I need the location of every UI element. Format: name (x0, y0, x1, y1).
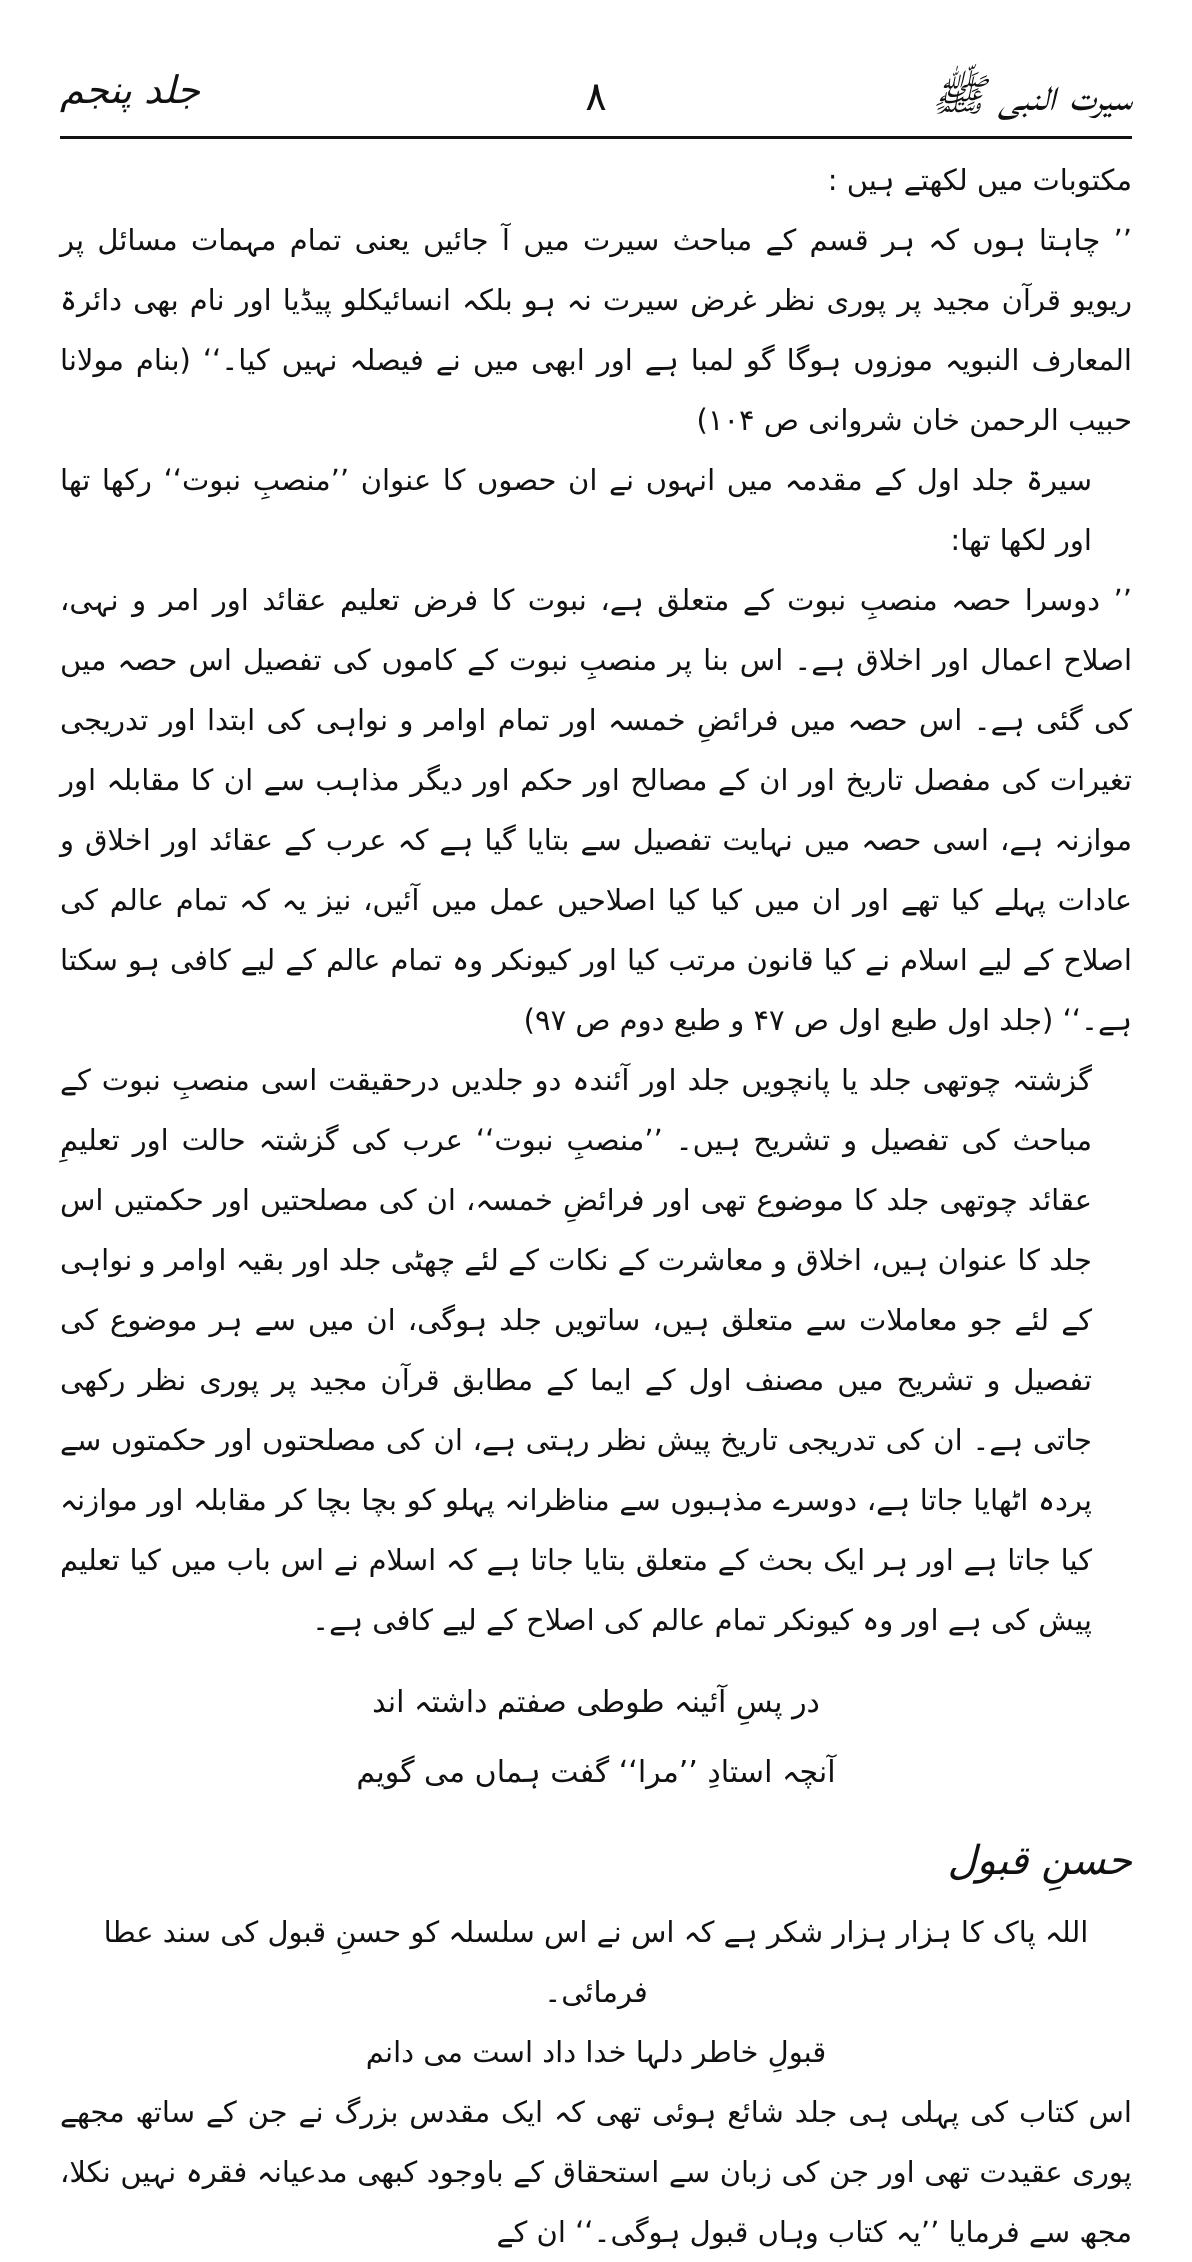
volume-label: جلد پنجم (60, 68, 200, 112)
paragraph-bazurg: اس کتاب کی پہلی ہی جلد شائع ہوئی تھی کہ ایک مقدس بزرگ نے جن کے ساتھ مجھے پوری عقیدت تھی اور جن کی زبان سے استحقاق کے باوجود کبھی مدعیانہ فقرہ نہیں نکلا، مجھ سے فرمایا ’’یہ کتاب وہاں قبول ہوگی۔‘‘ ان کے (60, 2095, 1132, 2249)
verse-line-2: آنچہ استادِ ’’مرا‘‘ گفت ہماں می گویم (356, 1755, 836, 1790)
intro-line: مکتوبات میں لکھتے ہیں : (827, 163, 1132, 197)
header-rule (60, 136, 1132, 139)
quote-muqaddama: ’’ دوسرا حصہ منصبِ نبوت کے متعلق ہے، نبوت کا فرض تعلیم عقائد اور امر و نہی، اصلاح اعمال اور اخلاق ہے۔ اس بنا پر منصبِ نبوت کے کاموں کی تفصیل اس حصہ میں کی گئی ہے۔ اس حصہ میں فرائضِ خمسہ اور تمام اوامر و نواہی کی ابتدا اور تدریجی تغیرات کی مفصل تاریخ اور ان کے مصالح اور حکم اور دیگر مذاہب سے ان کا مقابلہ اور موازنہ ہے، اسی حصہ میں نہایت تفصیل سے بتایا گیا ہے کہ عرب کے عقائد اور اخلاق و عادات پہلے کیا تھے اور ان میں کیا کیا اصلاحیں عمل میں آئیں، نیز یہ کہ تمام عالم کی اصلاح کے لیے اسلام نے کیا قانون مرتب کیا اور کیونکر وہ تمام عالم کے لیے کافی ہو سکتا ہے۔‘‘ (جلد اول طبع اول ص ۴۷ و طبع دوم ص ۹۷) (60, 583, 1132, 1037)
persian-verse (60, 1668, 1132, 1808)
quote-maktubat: ’’ چاہتا ہوں کہ ہر قسم کے مباحث سیرت میں آ جائیں یعنی تمام مہمات مسائل پر ریویو قرآن مجید پر پوری نظر غرض سیرت نہ ہو بلکہ انسائیکلو پیڈیا اور نام بھی دائرۃ المعارف النبویہ موزوں ہوگا گو لمبا ہے اور ابھی میں نے فیصلہ نہیں کیا۔‘‘ (بنام مولانا حبیب الرحمن خان شروانی ص ۱۰۴) (60, 223, 1132, 437)
paragraph-volumes: گزشتہ چوتھی جلد یا پانچویں جلد اور آئندہ دو جلدیں درحقیقت اسی منصبِ نبوت کے مباحث کی تفصیل و تشریح ہیں۔ ’’منصبِ نبوت‘‘ عرب کی گزشتہ حالت اور تعلیمِ عقائد چوتھی جلد کا موضوع تھی اور فرائضِ خمسہ، ان کی مصلحتیں اور حکمتیں اس جلد کا عنوان ہیں، اخلاق و معاشرت کے نکات کے لئے چھٹی جلد اور بقیہ اوامر و نواہی کے لئے جو معاملات سے متعلق ہیں، ساتویں جلد ہوگی، ان میں سے ہر موضوع کی تفصیل و تشریح میں مصنف اول کے ایما کے مطابق قرآن مجید پر پوری نظر رکھی جاتی ہے۔ ان کی تدریجی تاریخ پیش نظر رہتی ہے، ان کی مصلحتوں اور حکمتوں سے پردہ اٹھایا جاتا ہے، دوسرے مذہبوں سے مناظرانہ پہلو کو بچا بچا کر مقابلہ اور موازنہ کیا جاتا ہے اور ہر ایک بحث کے متعلق بتایا جاتا ہے کہ اسلام نے اس باب میں کیا تعلیم پیش کی ہے اور وہ کیونکر تمام عالم کی اصلاح کے لیے کافی ہے۔ (60, 1063, 1092, 1637)
section-heading: حسنِ قبول (947, 1838, 1132, 1884)
sirat-intro: سیرۃ جلد اول کے مقدمہ میں انہوں نے ان حصوں کا عنوان ’’منصبِ نبوت‘‘ رکھا تھا اور لکھا تھا: (60, 463, 1092, 557)
page-number: ۸ (585, 74, 607, 120)
thanks-line: اللہ پاک کا ہزار ہزار شکر ہے کہ اس نے اس سلسلہ کو حسنِ قبول کی سند عطا فرمائی۔ (103, 1915, 1089, 2009)
page-body (60, 150, 1132, 2262)
page-header (60, 60, 1132, 124)
verse-qubool: قبولِ خاطر دلہا خدا داد است می دانم (365, 2035, 827, 2069)
verse-line-1: در پسِ آئینہ طوطی صفتم داشتہ اند (372, 1685, 820, 1720)
book-title: سیرت النبی ﷺ (931, 70, 1132, 121)
